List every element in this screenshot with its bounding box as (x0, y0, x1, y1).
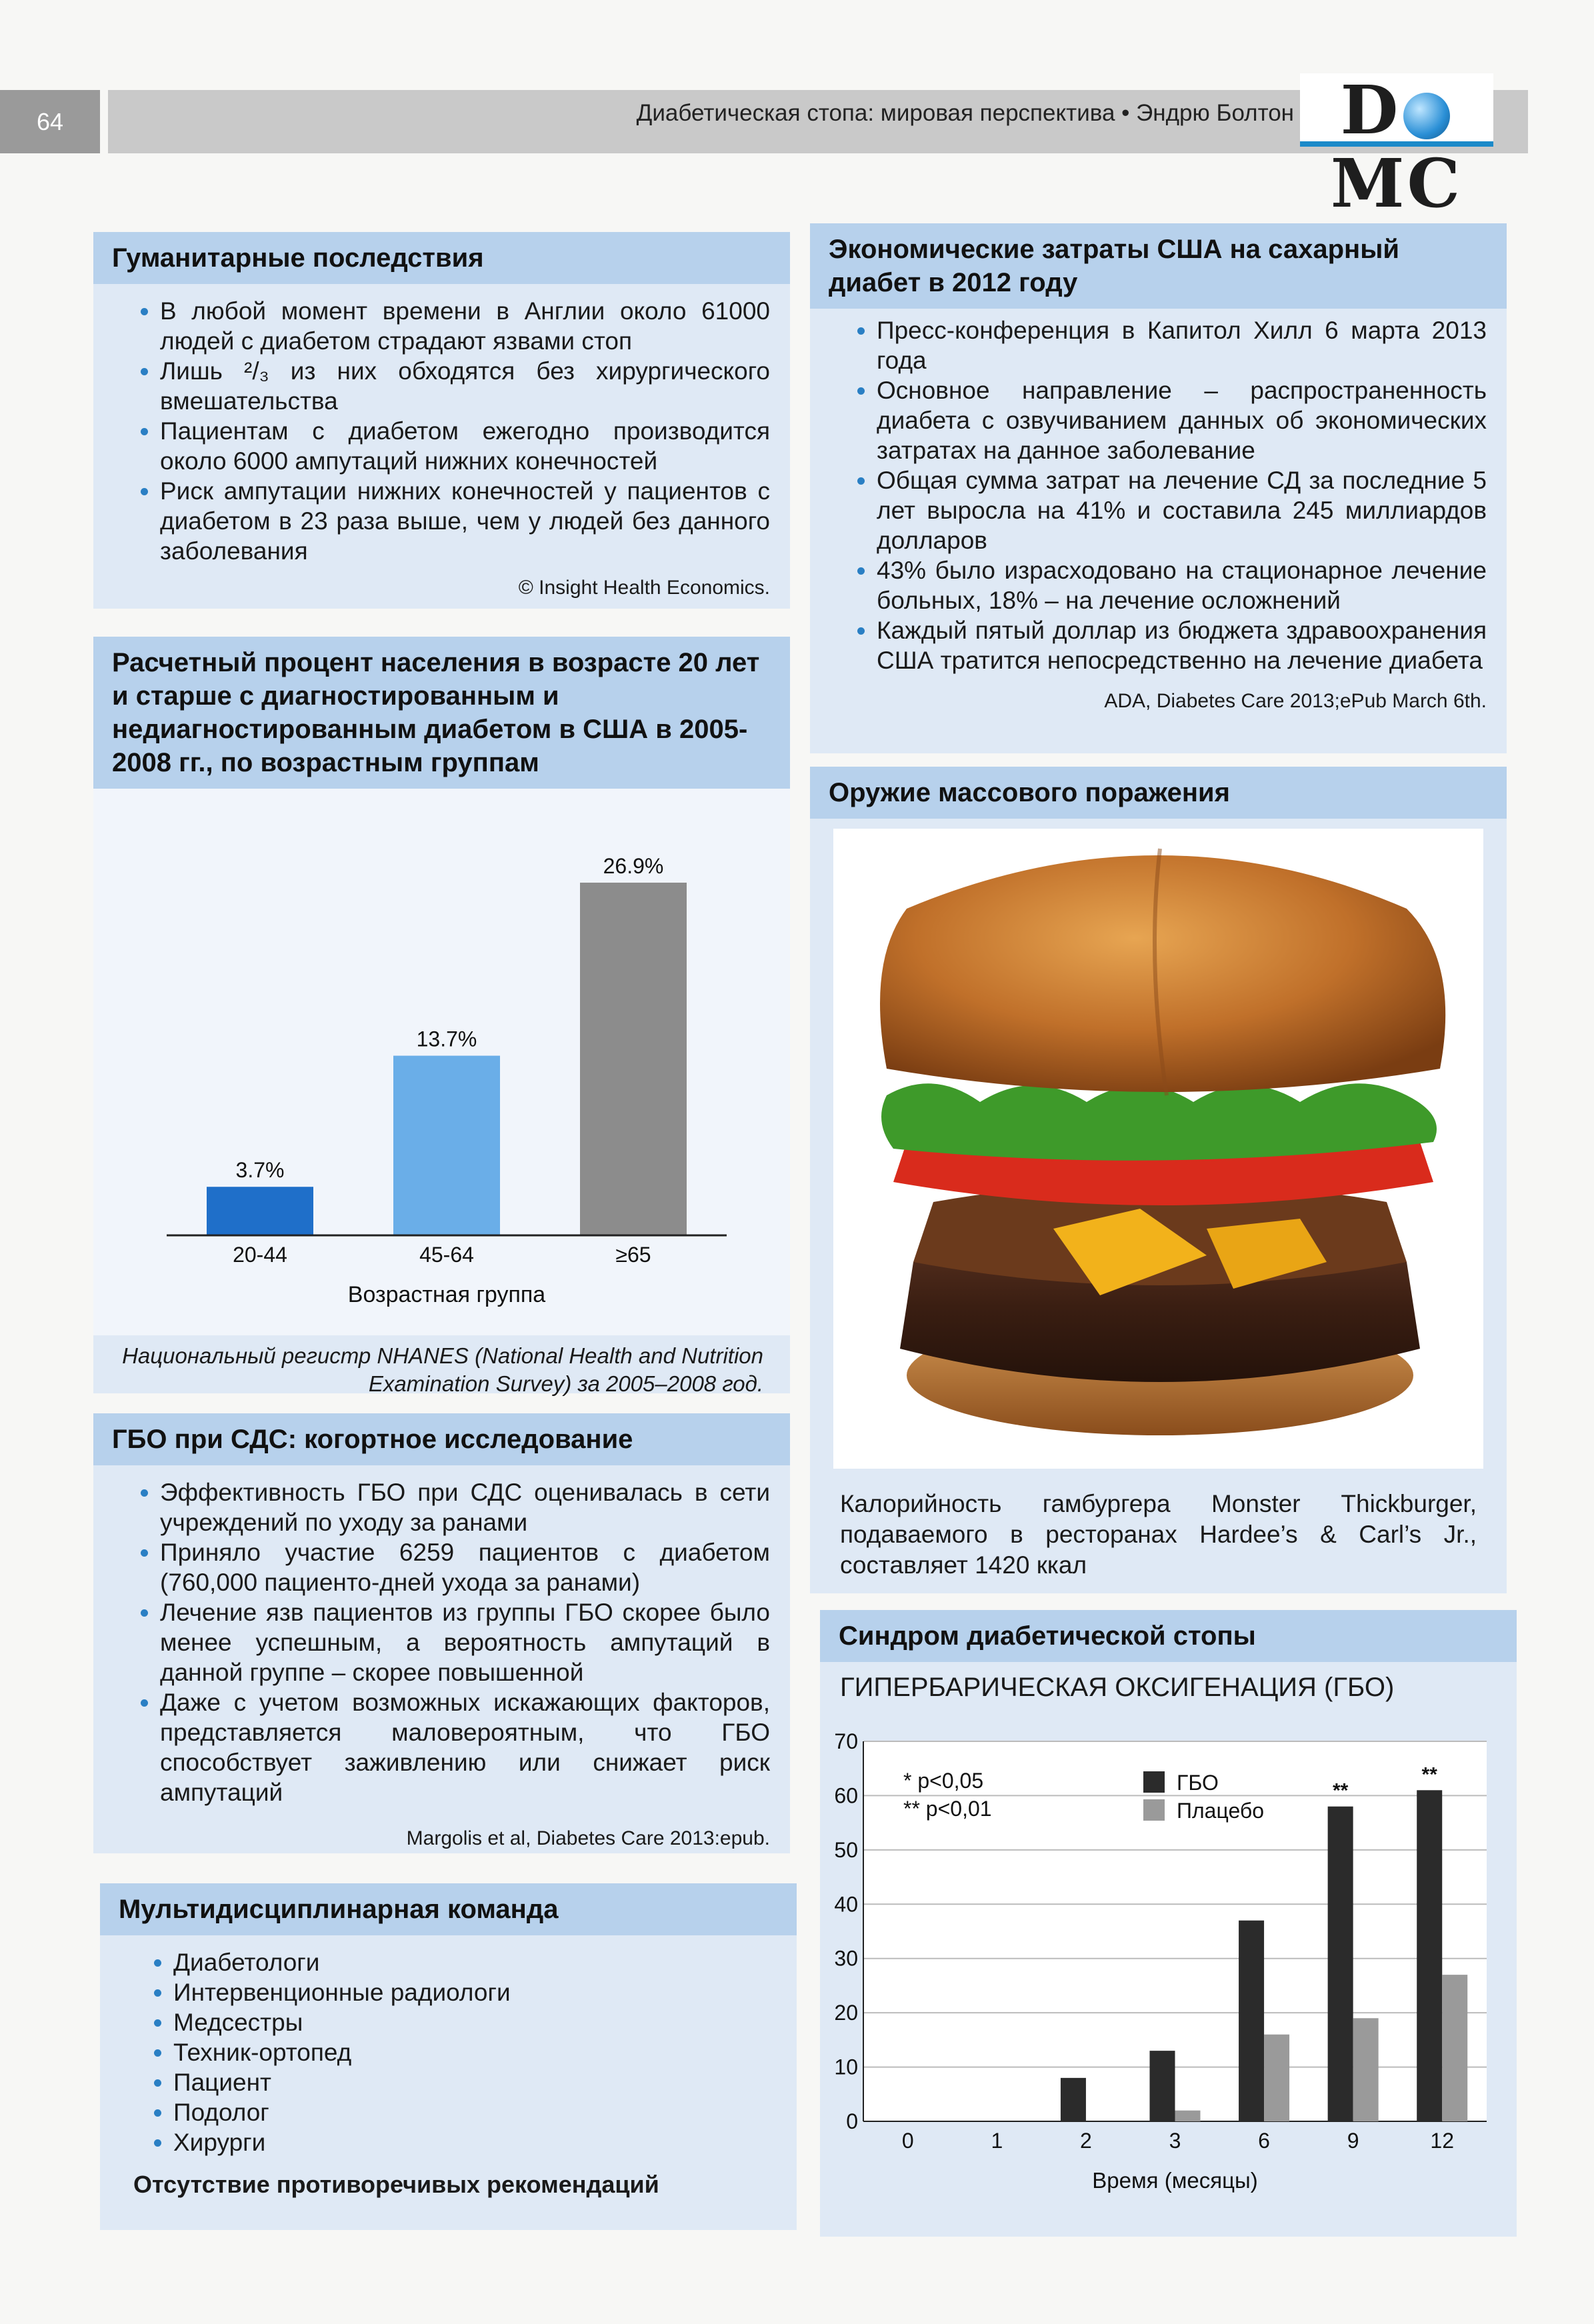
list-item: • 43% было израсходовано на стационарное лечение больных, 18% – на лечение осложнений (877, 555, 1487, 615)
tick-label: 50 (834, 1837, 858, 1862)
tick-label: 30 (834, 1946, 858, 1971)
tick-label: 12 (1430, 2129, 1455, 2153)
legend-swatch (1143, 1771, 1165, 1793)
prevalence-box (93, 637, 790, 1396)
list-item: • Основное направление – распространенность диабета с озвучиванием данных об экономических затратах на данное заболевание (877, 375, 1487, 465)
tick-label: 20 (834, 2001, 858, 2025)
tick-label: 0 (901, 2129, 914, 2153)
tick-label: 2 (1080, 2129, 1092, 2153)
tick-label: 20-44 (233, 1243, 287, 1267)
team-footer: Отсутствие противоречивых рекомендаций (133, 2171, 659, 2198)
list-item: • Пациент (173, 2067, 777, 2097)
economic-box (810, 223, 1507, 753)
bar (1150, 2051, 1175, 2121)
list-item: • Медсестры (173, 2007, 777, 2037)
bar (393, 1056, 500, 1235)
bar (1417, 1790, 1442, 2121)
prevalence-source: Национальный регистр NHANES (National Health and Nutrition Examination Survey) за 2005–2008 год. (122, 1343, 763, 1396)
list-item: • Эффективность ГБО при СДС оценивалась в сети учреждений по уходу за ранами (160, 1477, 770, 1537)
humanitarian-box (93, 232, 790, 609)
list-item: • Даже с учетом возможных искажающих факторов, представляется маловероятным, что ГБО способствует заживлению или снижает риск ампутаций (160, 1687, 770, 1807)
team-list (100, 1947, 797, 2157)
syndrome-title: Синдром диабетической стопы (820, 1610, 1517, 1662)
bar (1328, 1807, 1353, 2121)
significance-marker: ** (1421, 1763, 1437, 1786)
tick-label: 70 (834, 1729, 858, 1753)
tick-label: 45-64 (419, 1243, 474, 1267)
bar (1264, 2035, 1289, 2121)
data-label: 13.7% (416, 1027, 477, 1051)
hbo-bar-chart (820, 1708, 1517, 2215)
legend-swatch (1143, 1799, 1165, 1821)
publisher-logo: DMC (1300, 73, 1493, 147)
weapon-box (810, 767, 1507, 1593)
bar (580, 883, 687, 1235)
tick-label: 10 (834, 2055, 858, 2079)
economic-title: Экономические затраты США на сахарный диабет в 2012 году (810, 223, 1507, 309)
tick-label: 3 (1169, 2129, 1181, 2153)
list-item: • Приняло участие 6259 пациентов с диабетом (760,000 пациенто-дней ухода за ранами) (160, 1537, 770, 1597)
bar (1175, 2111, 1201, 2121)
x-axis-label: Время (месяцы) (1092, 2168, 1258, 2193)
hbo-study-title: ГБО при СДС: когортное исследование (93, 1413, 790, 1465)
humanitarian-list (93, 296, 790, 566)
data-label: 26.9% (603, 853, 664, 878)
bar (1353, 2018, 1379, 2121)
tick-label: 60 (834, 1783, 858, 1808)
bar (207, 1187, 313, 1235)
tick-label: 40 (834, 1892, 858, 1917)
hbo-study-box (93, 1413, 790, 1853)
running-title: Диабетическая стопа: мировая перспектива • Эндрю Болтон (636, 100, 1294, 126)
team-title: Мультидисциплинарная команда (100, 1883, 797, 1935)
age-group-bar-chart (93, 789, 790, 1335)
weapon-title: Оружие массового поражения (810, 767, 1507, 819)
tick-label: 1 (991, 2129, 1003, 2153)
bar (1442, 1975, 1467, 2121)
tick-label: ≥65 (615, 1243, 651, 1267)
globe-icon (1403, 93, 1450, 139)
list-item: • Каждый пятый доллар из бюджета здравоохранения США тратится непосредственно на лечение диабета (877, 615, 1487, 675)
bar (1239, 1921, 1264, 2121)
list-item: • Хирурги (173, 2127, 777, 2157)
list-item: • Лишь ²/₃ из них обходятся без хирургического вмешательства (160, 356, 770, 416)
significance-marker: ** (1332, 1779, 1349, 1802)
p-value-note: * p<0,05 (903, 1769, 984, 1793)
hamburger-picture (833, 829, 1483, 1469)
humanitarian-title: Гуманитарные последствия (93, 232, 790, 284)
page-number: 64 (0, 90, 100, 153)
weapon-caption: Калорийность гамбургера Monster Thickburger, подаваемого в ресторанах Hardee’s & Carl’s Jr., составляет 1420 ккал (840, 1490, 1477, 1579)
list-item: • Диабетологи (173, 1947, 777, 1977)
x-axis-label: Возрастная группа (347, 1282, 546, 1307)
humanitarian-source: © Insight Health Economics. (518, 577, 770, 599)
list-item: • Техник-ортопед (173, 2037, 777, 2067)
data-label: 3.7% (235, 1158, 285, 1183)
economic-list (810, 315, 1507, 675)
bar (1061, 2078, 1086, 2121)
list-item: • Пресс-конференция в Капитол Хилл 6 марта 2013 года (877, 315, 1487, 375)
list-item: • Риск ампутации нижних конечностей у пациентов с диабетом в 23 раза выше, чем у людей без данного заболевания (160, 476, 770, 566)
list-item: • Пациентам с диабетом ежегодно производится около 6000 ампутаций нижних конечностей (160, 416, 770, 476)
prevalence-title: Расчетный процент населения в возрасте 20 лет и старше с диагностированным и недиагностированным диабетом в США в 2005-2008 гг., по возрастным группам (93, 637, 790, 789)
p-value-note: ** p<0,01 (903, 1797, 992, 1821)
tick-label: 6 (1258, 2129, 1270, 2153)
legend-entry: ГБО (1177, 1771, 1219, 1795)
economic-source: ADA, Diabetes Care 2013;ePub March 6th. (1104, 690, 1487, 712)
list-item: • Подолог (173, 2097, 777, 2127)
syndrome-subtitle: ГИПЕРБАРИЧЕСКАЯ ОКСИГЕНАЦИЯ (ГБО) (840, 1673, 1395, 1702)
team-box (100, 1883, 797, 2230)
hbo-study-list (93, 1477, 790, 1807)
burger-image (833, 829, 1483, 1469)
list-item: • В любой момент времени в Англии около 61000 людей с диабетом страдают язвами стоп (160, 296, 770, 356)
hbo-study-source: Margolis et al, Diabetes Care 2013:epub. (406, 1827, 770, 1849)
tick-label: 0 (846, 2109, 858, 2133)
list-item: • Лечение язв пациентов из группы ГБО скорее было менее успешным, а вероятность ампутаций в данной группе – скорее повышенной (160, 1597, 770, 1687)
list-item: • Интервенционные радиологи (173, 1977, 777, 2007)
list-item: • Общая сумма затрат на лечение СД за последние 5 лет выросла на 41% и составила 245 миллиардов долларов (877, 465, 1487, 555)
tick-label: 9 (1347, 2129, 1359, 2153)
legend-entry: Плацебо (1177, 1799, 1264, 1823)
syndrome-box (820, 1610, 1517, 2237)
